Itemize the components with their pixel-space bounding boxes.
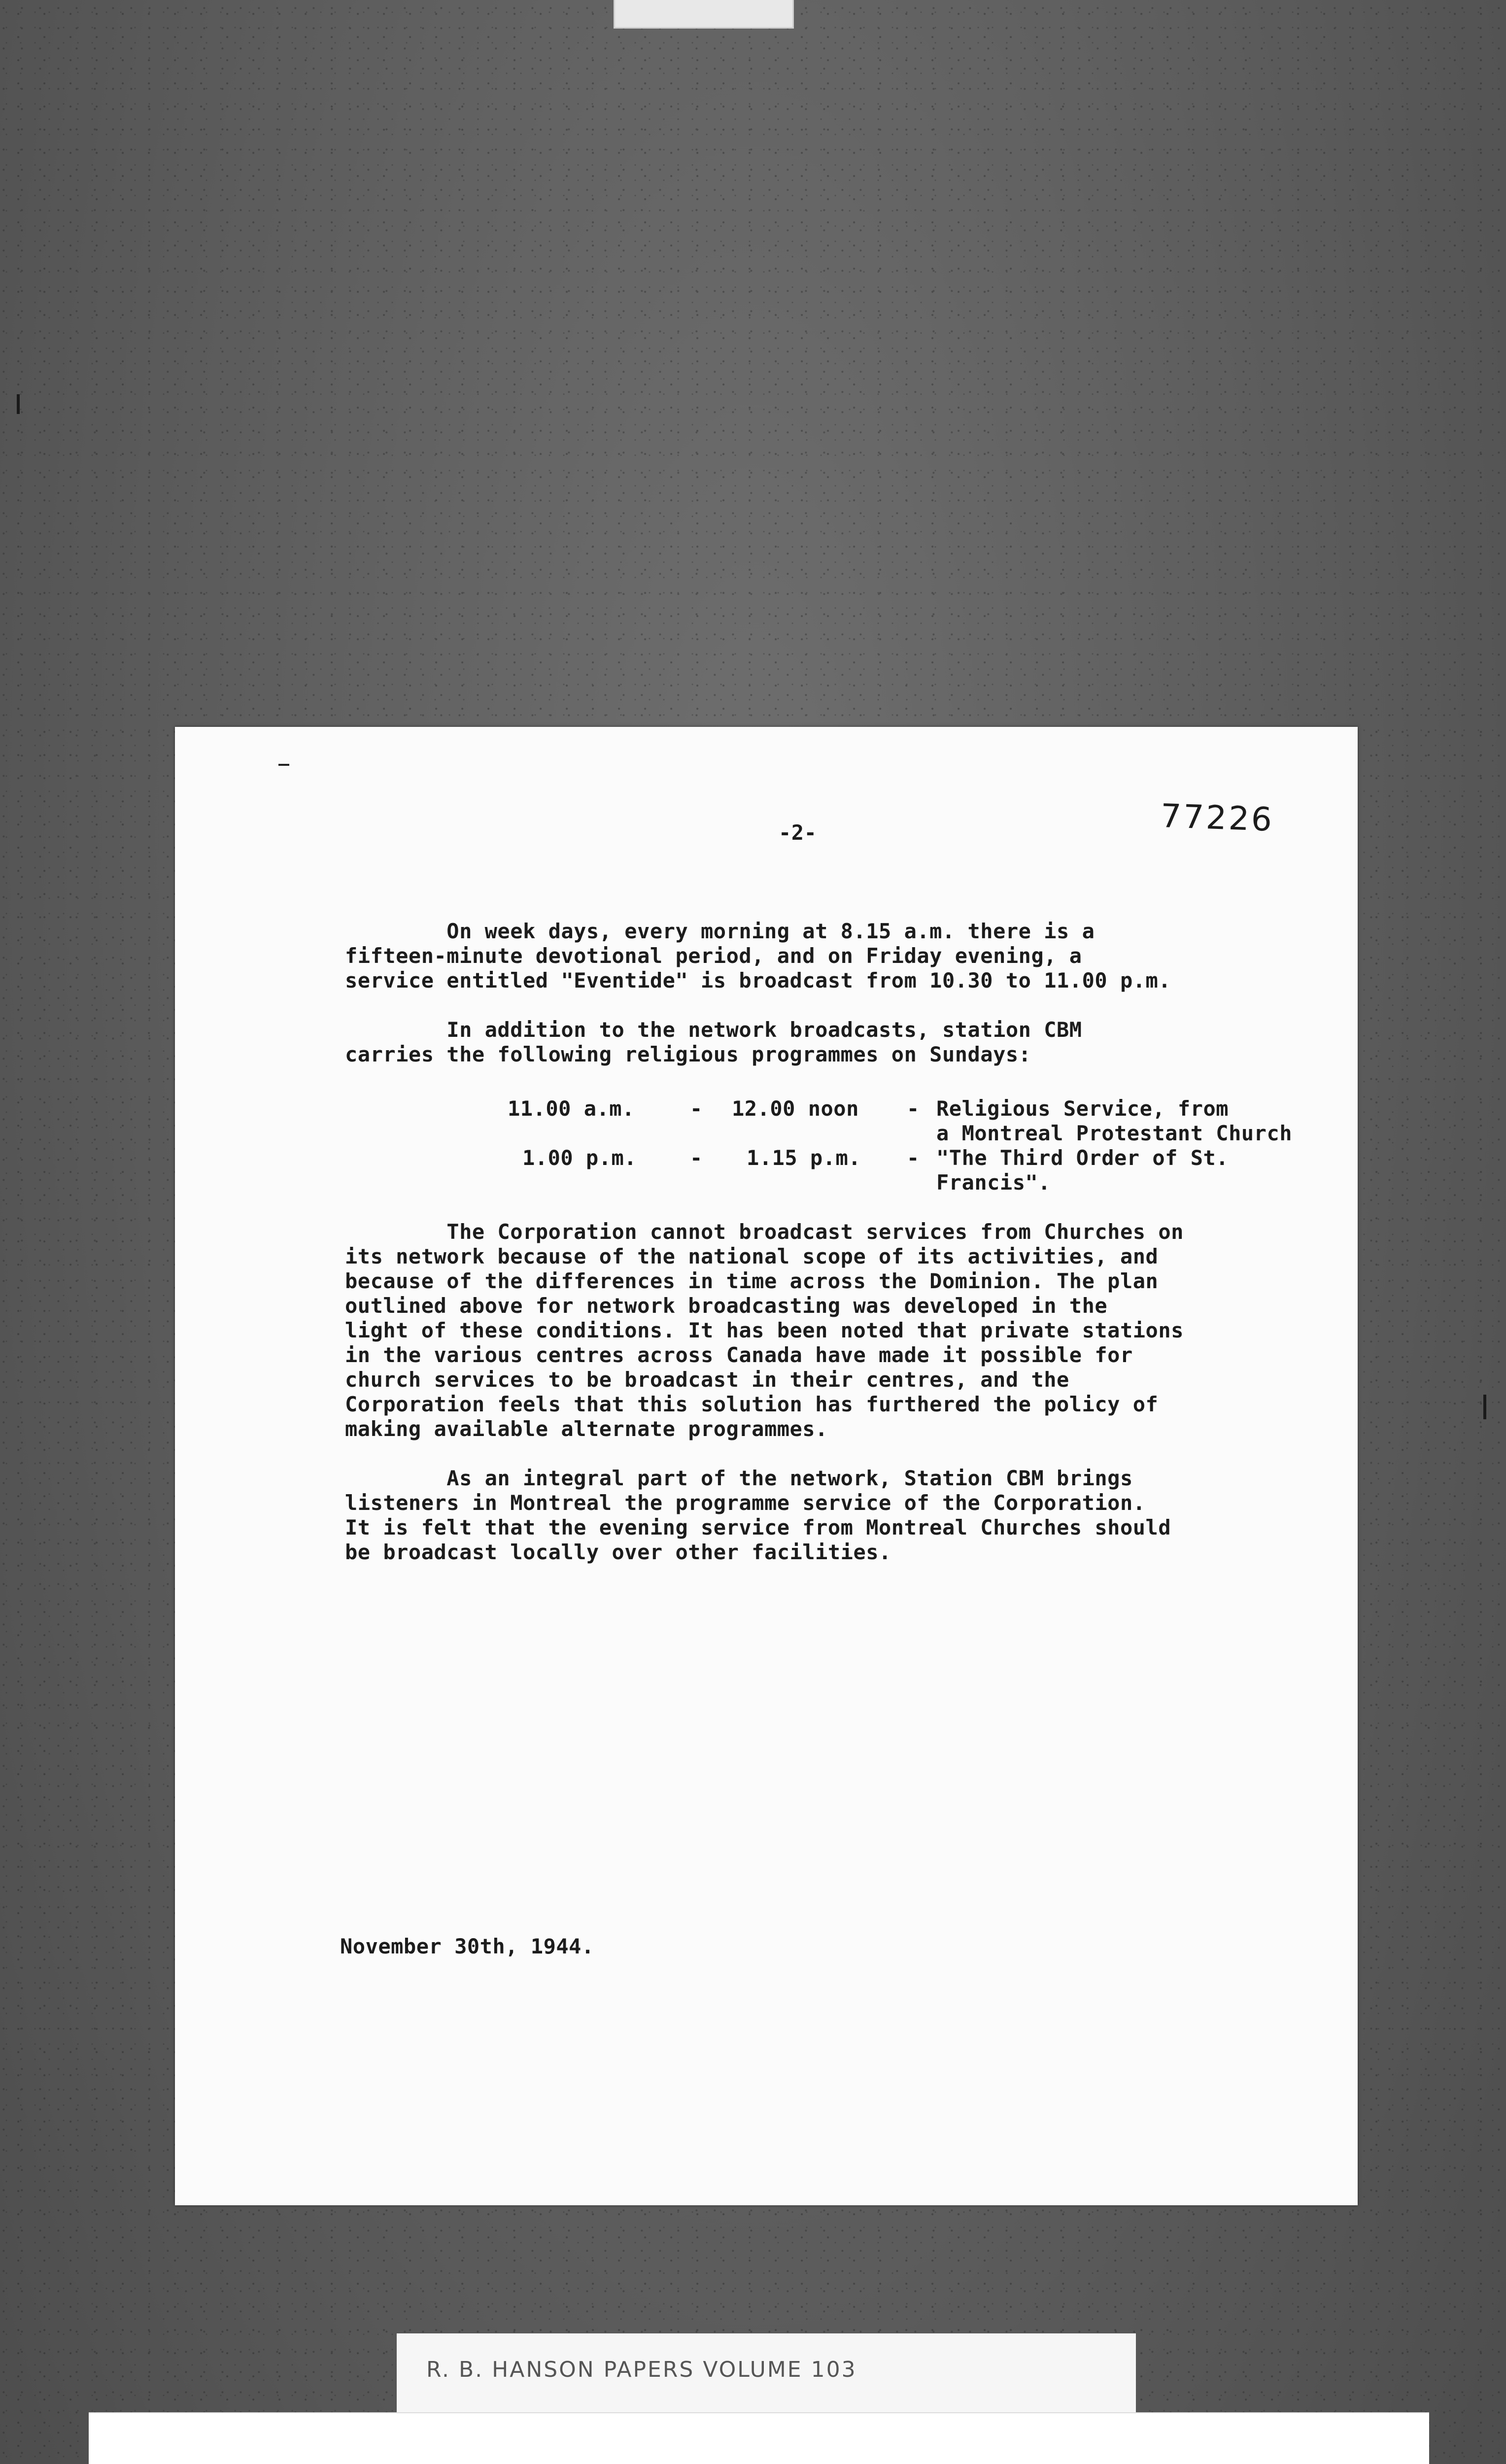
document-date: November 30th, 1944. xyxy=(340,1934,594,1958)
schedule-row-dash: - xyxy=(907,1096,920,1121)
right-edge-mark xyxy=(1483,1395,1486,1419)
document-page xyxy=(175,727,1358,2205)
paragraph-corporation-policy: The Corporation cannot broadcast services from Churches on its network because of the national scope of its activities, and because of the differences in time across the Dominion. The plan outlined above for network broadcasting was developed in the light of these conditions. It has been noted that private stations in the various centres across Canada have made it possible for church services to be broadcast in their centres, and the Corporation feels that this solution has furthered the policy of making available alternate programmes. xyxy=(345,1220,1184,1441)
left-edge-mark xyxy=(17,394,20,414)
volume-label: R. B. HANSON PAPERS VOLUME 103 xyxy=(426,2357,857,2382)
schedule-row-start: 1.00 p.m. xyxy=(522,1146,637,1170)
volume-label-strip xyxy=(397,2333,1136,2417)
document-number-stamp: 77226 xyxy=(1160,797,1275,839)
paragraph-station-cbm: As an integral part of the network, Station CBM brings listeners in Montreal the programme service of the Corporation. It is felt that the evening service from Montreal Churches should be broadcast locally over other facilities. xyxy=(345,1466,1171,1564)
schedule-row-dash: - xyxy=(690,1146,703,1170)
schedule-row-end: 1.15 p.m. xyxy=(747,1146,861,1170)
schedule-row-dash: - xyxy=(690,1096,703,1121)
ink-mark xyxy=(278,764,289,766)
paragraph-weekday-services: On week days, every morning at 8.15 a.m. there is a fifteen-minute devotional period, and on Friday evening, a service entitled "Eventide" is broadcast from 10.30 to 11.00 p.m. xyxy=(345,919,1171,992)
archives-card xyxy=(89,2412,1429,2464)
schedule-row-dash: - xyxy=(907,1146,920,1170)
mount-tab xyxy=(614,0,794,29)
schedule-row-description: "The Third Order of St. Francis". xyxy=(936,1146,1229,1195)
schedule-row-end: 12.00 noon xyxy=(732,1096,859,1121)
page-number: -2- xyxy=(779,821,817,845)
paragraph-network-broadcasts: In addition to the network broadcasts, station CBM carries the following religious programmes on Sundays: xyxy=(345,1018,1082,1066)
schedule-row-start: 11.00 a.m. xyxy=(508,1096,635,1121)
schedule-row-description: Religious Service, from a Montreal Protestant Church xyxy=(936,1096,1293,1145)
